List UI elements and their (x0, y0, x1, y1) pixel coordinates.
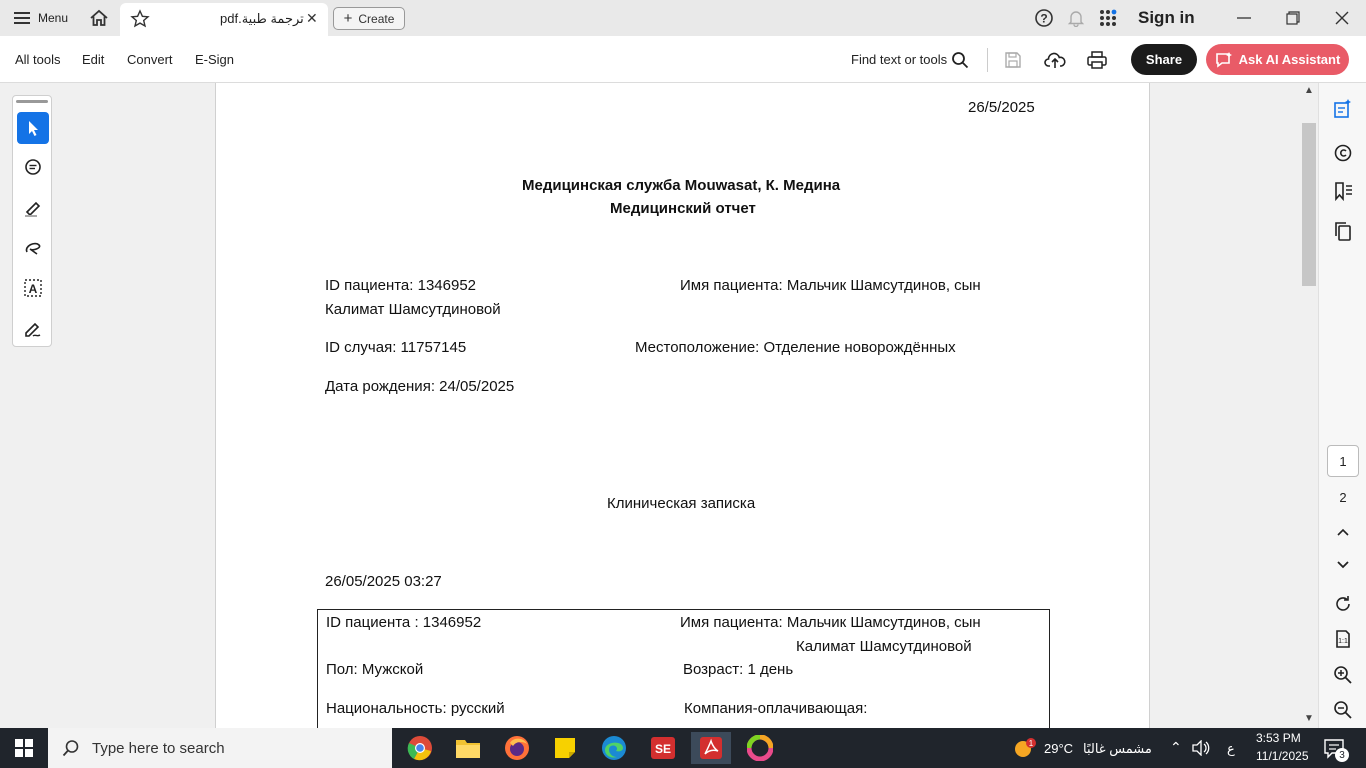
sign-in-link[interactable]: Sign in (1138, 8, 1195, 27)
box-sex: Пол: Мужской (326, 661, 424, 678)
create-button[interactable] (333, 7, 405, 30)
annotation-toolbar (12, 95, 52, 347)
clock-time[interactable]: 3:53 PM (1256, 731, 1301, 745)
sticky-notes-app[interactable] (545, 732, 585, 764)
svg-text:?: ? (1040, 11, 1048, 26)
toolbar-divider (987, 48, 988, 72)
firefox-app[interactable] (497, 732, 537, 764)
page-number-current[interactable]: 1 (1327, 445, 1359, 477)
close-window-button[interactable] (1330, 6, 1354, 30)
upload-button[interactable] (1043, 48, 1067, 72)
fit-page-icon (1333, 629, 1353, 649)
copy-pages-icon (1333, 221, 1353, 241)
close-icon (1335, 11, 1349, 25)
box-payer: Компания-оплачивающая: (684, 700, 868, 717)
vertical-scrollbar[interactable] (1300, 83, 1318, 728)
help-button[interactable] (1032, 6, 1056, 30)
location: Местоположение: Отделение новорождённых (635, 339, 956, 356)
highlighter-icon (23, 198, 43, 218)
date-of-birth: Дата рождения: 24/05/2025 (325, 378, 515, 395)
search-icon (62, 739, 80, 757)
zoom-in-button[interactable] (1331, 663, 1355, 687)
edit-panel-button[interactable] (1331, 97, 1355, 121)
se-app[interactable] (643, 732, 683, 764)
apps-button[interactable] (1096, 6, 1120, 30)
hamburger-icon (14, 12, 30, 24)
print-icon (1087, 51, 1107, 69)
taskbar-search[interactable] (48, 728, 392, 768)
text-box-tool[interactable] (17, 272, 49, 304)
share-label: Share (1145, 52, 1183, 67)
organization-title: Медицинская служба Mouwasat, К. Медина (522, 177, 841, 194)
input-language[interactable]: ع (1227, 741, 1235, 756)
menu-edit[interactable]: Edit (82, 52, 105, 67)
star-icon[interactable] (130, 9, 150, 29)
previous-page-button[interactable] (1331, 520, 1355, 544)
select-tool[interactable] (17, 112, 49, 144)
document-tab[interactable] (120, 3, 328, 36)
firefox-icon (504, 735, 530, 761)
pen-sign-icon (23, 318, 43, 338)
restore-icon (1286, 11, 1300, 25)
speaker-icon[interactable] (1192, 740, 1210, 756)
rotate-icon (1333, 594, 1353, 614)
zoom-out-button[interactable] (1331, 698, 1355, 722)
apps-grid-icon (1099, 9, 1117, 27)
case-id: ID случая: 11757145 (325, 339, 467, 356)
scroll-down-arrow-icon[interactable]: ▼ (1304, 713, 1314, 724)
menu-convert[interactable]: Convert (127, 52, 173, 67)
freehand-draw-icon (23, 238, 43, 258)
notification-count-badge: 3 (1335, 748, 1349, 762)
file-explorer-app[interactable] (448, 732, 488, 764)
folder-icon (455, 737, 481, 759)
svg-text:1:1: 1:1 (1338, 638, 1348, 645)
tab-title: pdf.ترجمة طبية (220, 11, 304, 26)
page-number-next[interactable]: 2 (1339, 489, 1347, 505)
chevron-up-icon (1336, 527, 1350, 537)
pdf-page (215, 83, 1150, 728)
bookmarks-panel-button[interactable] (1331, 179, 1355, 203)
bookmark-icon (1333, 181, 1353, 201)
search-button[interactable] (948, 48, 972, 72)
box-patient-name-continued: Калимат Шамсутдиновой (796, 638, 972, 655)
close-tab-icon[interactable]: ✕ (306, 10, 318, 26)
home-icon (89, 9, 109, 27)
plus-icon: + (343, 10, 353, 27)
next-page-button[interactable] (1331, 553, 1355, 577)
start-button[interactable] (0, 728, 48, 768)
edge-icon (601, 735, 627, 761)
text-box-icon (23, 278, 43, 298)
svg-text:SE: SE (654, 742, 672, 756)
help-icon (1034, 8, 1054, 28)
menu-e-sign[interactable]: E-Sign (195, 52, 235, 67)
ai-edit-icon (1333, 99, 1353, 119)
patient-info-box (317, 609, 1050, 728)
se-app-icon (650, 736, 676, 760)
box-patient-id: ID пациента : 1346952 (326, 614, 482, 631)
bell-icon (1067, 9, 1085, 27)
sign-tool[interactable] (17, 312, 49, 344)
save-button[interactable] (1001, 48, 1025, 72)
scroll-up-arrow-icon[interactable]: ▲ (1304, 85, 1314, 96)
svg-text:A: A (28, 282, 38, 296)
minimize-button[interactable] (1232, 6, 1256, 30)
restore-button[interactable] (1281, 6, 1305, 30)
menu-label: Menu (38, 11, 69, 25)
chevron-down-icon (1336, 560, 1350, 570)
zoom-in-icon (1333, 665, 1353, 685)
create-label: Create (358, 11, 395, 26)
weather-alert-badge: 1 (1028, 739, 1034, 748)
highlight-tool[interactable] (17, 192, 49, 224)
ai-label: Ask AI Assistant (1238, 52, 1341, 67)
save-icon (1004, 51, 1022, 69)
patient-name-continued: Калимат Шамсутдиновой (325, 301, 501, 318)
toolbar-grip[interactable] (16, 100, 48, 103)
clock-date[interactable]: 11/1/2025 (1256, 749, 1309, 763)
minimize-icon (1237, 11, 1251, 25)
show-hidden-icons-chevron-up-icon[interactable]: ⌃ (1170, 739, 1182, 755)
document-date: 26/5/2025 (968, 99, 1035, 116)
comments-icon (1333, 143, 1353, 163)
search-placeholder: Type here to search (92, 739, 225, 757)
weather-condition[interactable]: مشمس غالبًا (1083, 741, 1152, 756)
fit-page-button[interactable] (1331, 627, 1355, 651)
workspace (0, 83, 1366, 728)
report-title: Медицинский отчет (610, 200, 756, 217)
color-app[interactable] (740, 732, 780, 764)
comment-tool[interactable] (17, 152, 49, 184)
scrollbar-thumb[interactable] (1302, 123, 1316, 286)
patient-id: ID пациента: 1346952 (325, 277, 477, 294)
color-wheel-icon (747, 735, 773, 761)
print-button[interactable] (1085, 48, 1109, 72)
box-age: Возраст: 1 день (683, 661, 794, 678)
box-patient-name: Имя пациента: Мальчик Шамсутдинов, сын (680, 614, 981, 631)
find-text-or-tools[interactable]: Find text or tools (851, 52, 948, 67)
search-icon (951, 51, 969, 69)
pages-panel-button[interactable] (1331, 219, 1355, 243)
rotate-button[interactable] (1331, 592, 1355, 616)
ai-assistant-icon (1215, 52, 1233, 68)
box-nationality: Национальность: русский (326, 700, 505, 717)
menu-all-tools[interactable]: All tools (15, 52, 61, 67)
zoom-out-icon (1333, 700, 1353, 720)
note-datetime: 26/05/2025 03:27 (325, 573, 442, 590)
acrobat-app[interactable] (691, 732, 731, 764)
main-toolbar (0, 36, 1366, 83)
home-button[interactable] (86, 6, 112, 30)
chrome-app[interactable] (400, 732, 440, 764)
sticky-notes-icon (553, 736, 577, 760)
windows-taskbar (0, 728, 1366, 768)
comments-panel-button[interactable] (1331, 141, 1355, 165)
share-button[interactable] (1131, 44, 1197, 75)
weather-temperature[interactable]: 29°C (1044, 741, 1074, 756)
chrome-icon (407, 735, 433, 761)
draw-tool[interactable] (17, 232, 49, 264)
right-rail (1318, 83, 1366, 728)
ask-ai-assistant-button[interactable] (1206, 44, 1349, 75)
menu-button[interactable] (8, 5, 74, 31)
patient-name: Имя пациента: Мальчик Шамсутдинов, сын (680, 277, 981, 294)
windows-logo-icon (15, 739, 33, 757)
notifications-button[interactable] (1064, 6, 1088, 30)
tab-bar (0, 0, 1366, 36)
clinical-note-heading: Клиническая записка (607, 495, 756, 512)
weather-icon (1013, 737, 1037, 759)
cursor-icon (24, 119, 42, 137)
edge-app[interactable] (594, 732, 634, 764)
comment-icon (23, 158, 43, 178)
cloud-upload-icon (1044, 51, 1066, 69)
acrobat-icon (699, 736, 723, 760)
